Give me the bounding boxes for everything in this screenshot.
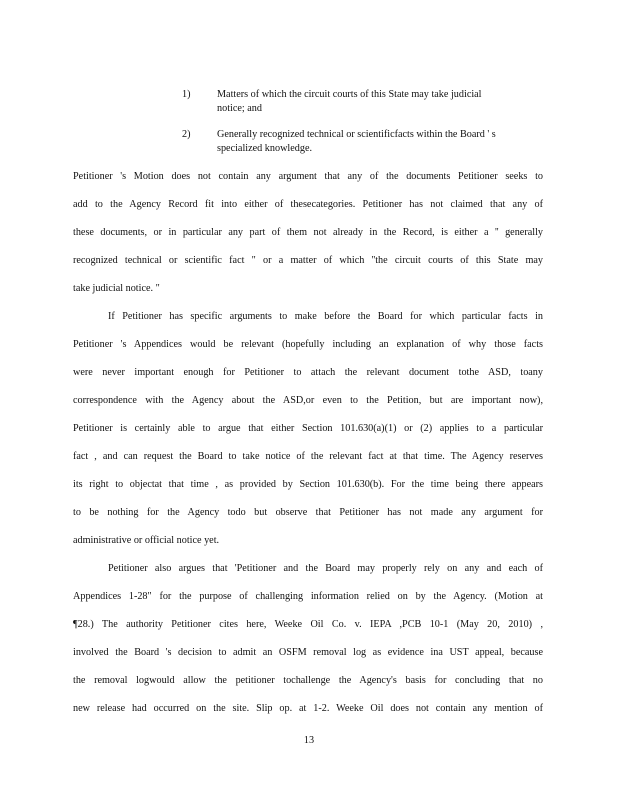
text-line: its right to objectat that time , as provided by Section 101.630(b). For the time being there appears — [73, 479, 543, 490]
text-line: to be nothing for the Agency todo but observe that Petitioner has not made any argument for — [73, 507, 543, 518]
text-line: Petitioner is certainly able to argue that either Section 101.630(a)(1) or (2) applies to a particular — [73, 423, 543, 434]
text-line: these documents, or in particular any part of them not already in the Record, is either a '' generally — [73, 227, 543, 238]
text-line: correspondence with the Agency about the ASD,or even to the Petition, but are important now), — [73, 395, 543, 406]
text-line: the removal logwould allow the petitioner tochallenge the Agency's basis for concluding that no — [73, 675, 543, 686]
text-line: If Petitioner has specific arguments to make before the Board for which particular facts in — [108, 311, 543, 322]
text-line: were never important enough for Petitioner to attach the relevant document tothe ASD, toany — [73, 367, 543, 378]
text-line: administrative or official notice yet. — [73, 535, 220, 546]
text-line: new release had occurred on the site. Slip op. at 1-2. Weeke Oil does not contain any mention of — [73, 703, 543, 714]
list-text-line: notice; and — [217, 103, 262, 114]
list-text-line: Matters of which the circuit courts of this State may take judicial — [217, 89, 482, 100]
list-text-line: Generally recognized technical or scientificfacts within the Board ' s — [217, 129, 496, 140]
list-number: 1) — [182, 89, 191, 100]
text-line: Petitioner 's Appendices would be relevant (hopefully including an explanation of why those facts — [73, 339, 543, 350]
text-line: involved the Board 's decision to admit an OSFM removal log as evidence ina UST appeal, because — [73, 647, 543, 658]
page-number: 13 — [303, 735, 315, 746]
text-line: Appendices 1-28" for the purpose of challenging information relied on by the Agency. (Motion at — [73, 591, 543, 602]
text-line: ¶28.) The authority Petitioner cites here, Weeke Oil Co. v. IEPA ,PCB 10-1 (May 20, 2010) , — [73, 619, 543, 630]
text-line: fact , and can request the Board to take notice of the relevant fact at that time. The Agency reserves — [73, 451, 543, 462]
list-number: 2) — [182, 129, 191, 140]
text-line: Petitioner also argues that 'Petitioner and the Board may properly rely on any and each of — [108, 563, 543, 574]
list-text-line: specialized knowledge. — [217, 143, 313, 154]
text-line: recognized technical or scientific fact " or a matter of which ''the circuit courts of this State may — [73, 255, 543, 266]
text-line: add to the Agency Record fit into either of thesecategories. Petitioner has not claimed that any of — [73, 199, 543, 210]
text-line: take judicial notice. " — [73, 283, 160, 294]
text-line: Petitioner 's Motion does not contain any argument that any of the documents Petitioner seeks to — [73, 171, 543, 182]
